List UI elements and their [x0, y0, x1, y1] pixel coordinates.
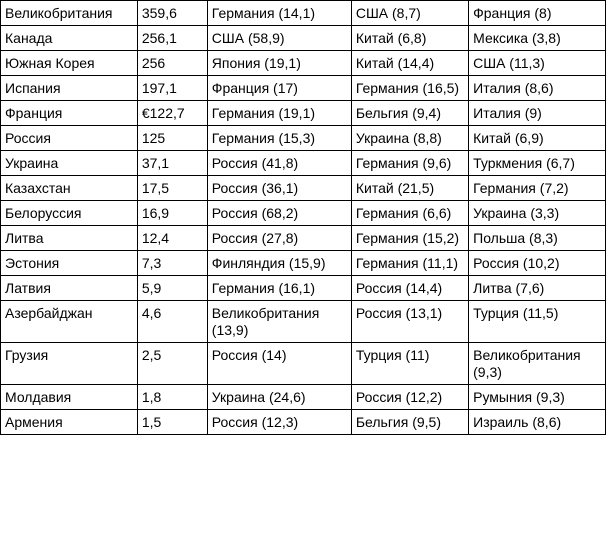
cell-partner-1: Россия (12,3) — [207, 410, 351, 435]
cell-country: Грузия — [1, 343, 138, 385]
cell-partner-3: Мексика (3,8) — [469, 26, 606, 51]
cell-value: 16,9 — [137, 201, 207, 226]
cell-partner-3: Франция (8) — [469, 1, 606, 26]
cell-partner-3: Италия (9) — [469, 101, 606, 126]
cell-partner-2: Украина (8,8) — [351, 126, 468, 151]
cell-value: 1,8 — [137, 385, 207, 410]
cell-value: 359,6 — [137, 1, 207, 26]
table-row — [1, 385, 606, 410]
cell-partner-1: Россия (41,8) — [207, 151, 351, 176]
table-row — [1, 76, 606, 101]
cell-country: Казахстан — [1, 176, 138, 201]
cell-value: 7,3 — [137, 251, 207, 276]
cell-partner-1: Россия (68,2) — [207, 201, 351, 226]
table-row — [1, 101, 606, 126]
cell-value: 256 — [137, 51, 207, 76]
cell-partner-3: Германия (7,2) — [469, 176, 606, 201]
cell-partner-2: Турция (11) — [351, 343, 468, 385]
cell-partner-2: Германия (6,6) — [351, 201, 468, 226]
cell-country: Молдавия — [1, 385, 138, 410]
cell-partner-3: Литва (7,6) — [469, 276, 606, 301]
cell-value: 2,5 — [137, 343, 207, 385]
table-row — [1, 126, 606, 151]
cell-value: 1,5 — [137, 410, 207, 435]
cell-country: Армения — [1, 410, 138, 435]
cell-country: Азербайджан — [1, 301, 138, 343]
cell-value: 197,1 — [137, 76, 207, 101]
cell-country: Латвия — [1, 276, 138, 301]
cell-partner-2: Россия (13,1) — [351, 301, 468, 343]
cell-partner-1: Украина (24,6) — [207, 385, 351, 410]
cell-partner-3: Украина (3,3) — [469, 201, 606, 226]
cell-value: 4,6 — [137, 301, 207, 343]
cell-partner-1: Германия (16,1) — [207, 276, 351, 301]
table-row — [1, 276, 606, 301]
cell-value: 256,1 — [137, 26, 207, 51]
table-row — [1, 201, 606, 226]
cell-partner-3: Туркмения (6,7) — [469, 151, 606, 176]
table-row — [1, 151, 606, 176]
cell-partner-1: Япония (19,1) — [207, 51, 351, 76]
cell-partner-2: Германия (15,2) — [351, 226, 468, 251]
cell-partner-1: Германия (14,1) — [207, 1, 351, 26]
cell-partner-1: Россия (27,8) — [207, 226, 351, 251]
cell-partner-2: Россия (14,4) — [351, 276, 468, 301]
cell-partner-1: Россия (14) — [207, 343, 351, 385]
cell-partner-2: Германия (11,1) — [351, 251, 468, 276]
cell-country: Украина — [1, 151, 138, 176]
table-row — [1, 226, 606, 251]
cell-partner-2: Китай (6,8) — [351, 26, 468, 51]
cell-partner-3: Турция (11,5) — [469, 301, 606, 343]
cell-country: Канада — [1, 26, 138, 51]
cell-country: Эстония — [1, 251, 138, 276]
cell-country: Великобритания — [1, 1, 138, 26]
cell-partner-1: США (58,9) — [207, 26, 351, 51]
cell-country: Франция — [1, 101, 138, 126]
cell-country: Испания — [1, 76, 138, 101]
cell-value: 37,1 — [137, 151, 207, 176]
table-row — [1, 301, 606, 343]
cell-partner-3: Великобритания (9,3) — [469, 343, 606, 385]
cell-partner-3: Польша (8,3) — [469, 226, 606, 251]
table-row — [1, 51, 606, 76]
table-row — [1, 26, 606, 51]
cell-partner-1: Россия (36,1) — [207, 176, 351, 201]
cell-partner-3: Россия (10,2) — [469, 251, 606, 276]
table-row — [1, 176, 606, 201]
cell-partner-1: Германия (15,3) — [207, 126, 351, 151]
table-row — [1, 1, 606, 26]
cell-value: €122,7 — [137, 101, 207, 126]
cell-country: Литва — [1, 226, 138, 251]
cell-country: Южная Корея — [1, 51, 138, 76]
cell-partner-3: США (11,3) — [469, 51, 606, 76]
cell-partner-3: Италия (8,6) — [469, 76, 606, 101]
cell-partner-3: Китай (6,9) — [469, 126, 606, 151]
cell-partner-2: Китай (21,5) — [351, 176, 468, 201]
cell-partner-3: Израиль (8,6) — [469, 410, 606, 435]
cell-partner-2: Германия (9,6) — [351, 151, 468, 176]
table-row — [1, 343, 606, 385]
cell-partner-2: Китай (14,4) — [351, 51, 468, 76]
table-body — [1, 1, 606, 435]
cell-value: 125 — [137, 126, 207, 151]
table-row — [1, 251, 606, 276]
cell-partner-2: Бельгия (9,5) — [351, 410, 468, 435]
cell-value: 12,4 — [137, 226, 207, 251]
cell-country: Россия — [1, 126, 138, 151]
cell-partner-2: США (8,7) — [351, 1, 468, 26]
cell-partner-1: Германия (19,1) — [207, 101, 351, 126]
cell-partner-3: Румыния (9,3) — [469, 385, 606, 410]
cell-partner-1: Финляндия (15,9) — [207, 251, 351, 276]
cell-partner-1: Франция (17) — [207, 76, 351, 101]
cell-value: 5,9 — [137, 276, 207, 301]
cell-partner-1: Великобритания (13,9) — [207, 301, 351, 343]
cell-partner-2: Германия (16,5) — [351, 76, 468, 101]
cell-value: 17,5 — [137, 176, 207, 201]
cell-partner-2: Россия (12,2) — [351, 385, 468, 410]
cell-partner-2: Бельгия (9,4) — [351, 101, 468, 126]
cell-country: Белоруссия — [1, 201, 138, 226]
table-row — [1, 410, 606, 435]
